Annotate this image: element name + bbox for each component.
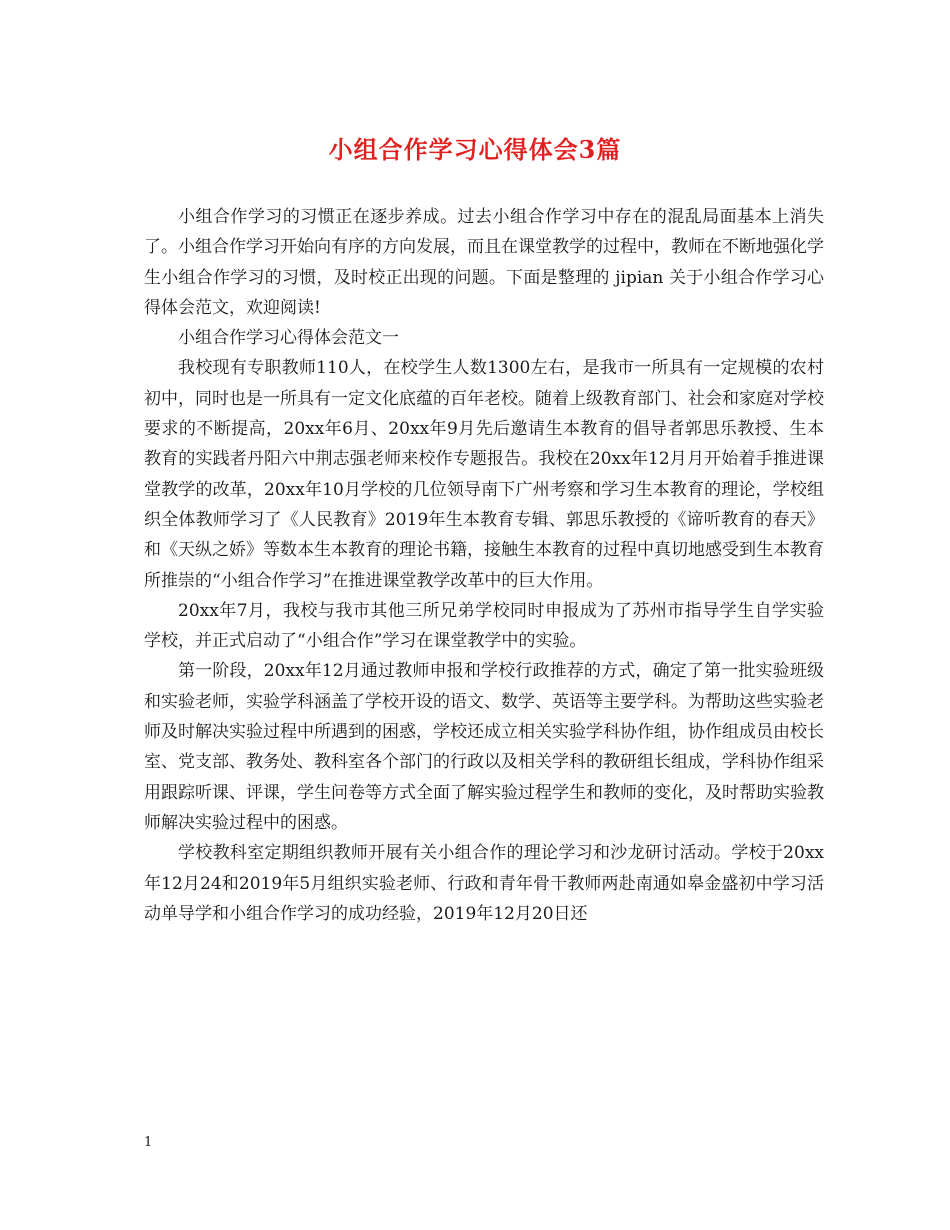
document-body [144, 202, 824, 929]
paragraph: 学校教科室定期组织教师开展有关小组合作的理论学习和沙龙研讨活动。学校于20xx年12月24和2019年5月组织实验老师、行政和青年骨干教师两赴南通如皋金盛初中学习活动单导学和小组合作学习的成功经验，2019年12月20日还 [144, 843, 824, 924]
paragraph: 我校现有专职教师110人，在校学生人数1300左右，是我市一所具有一定规模的农村初中，同时也是一所具有一定文化底蕴的百年老校。随着上级教育部门、社会和家庭对学校要求的不断提高，20xx年6月、20xx年9月先后邀请生本教育的倡导者郭思乐教授、生本教育的实践者丹阳六中荆志强老师来校作专题报告。我校在20xx年12月月开始着手推进课堂教学的改革，20xx年10月学校的几位领导南下广州考察和学习生本教育的理论，学校组织全体教师学习了《人民教育》2019年生本教育专辑、郭思乐教授的《谛听教育的春天》和《天纵之娇》等数本生本教育的理论书籍，接触生本教育的过程中真切地感受到生本教育所推崇的“小组合作学习”在推进课堂教学改革中的巨大作用。 [144, 358, 824, 591]
document-title: 小组合作学习心得体会3篇 [328, 135, 622, 164]
paragraph: 第一阶段，20xx年12月通过教师申报和学校行政推荐的方式，确定了第一批实验班级和实验老师，实验学科涵盖了学校开设的语文、数学、英语等主要学科。为帮助这些实验老师及时解决实验过程中所遇到的困惑，学校还成立相关实验学科协作组，协作组成员由校长室、党支部、教务处、教科室各个部门的行政以及相关学科的教研组长组成，学科协作组采用跟踪听课、评课，学生问卷等方式全面了解实验过程学生和教师的变化，及时帮助实验教师解决实验过程中的困惑。 [144, 661, 824, 833]
section-heading: 小组合作学习心得体会范文一 [178, 328, 399, 349]
paragraph-intro: 小组合作学习的习惯正在逐步养成。过去小组合作学习中存在的混乱局面基本上消失了。小组合作学习开始向有序的方向发展，而且在课堂教学的过程中，教师在不断地强化学生小组合作学习的习惯，及时校正出现的问题。下面是整理的 jipian 关于小组合作学习心得体会范文，欢迎阅读! [144, 207, 824, 318]
paragraph: 20xx年7月，我校与我市其他三所兄弟学校同时申报成为了苏州市指导学生自学实验学校，并正式启动了“小组合作”学习在课堂教学中的实验。 [144, 600, 824, 652]
page-number: 1 [144, 1135, 153, 1150]
